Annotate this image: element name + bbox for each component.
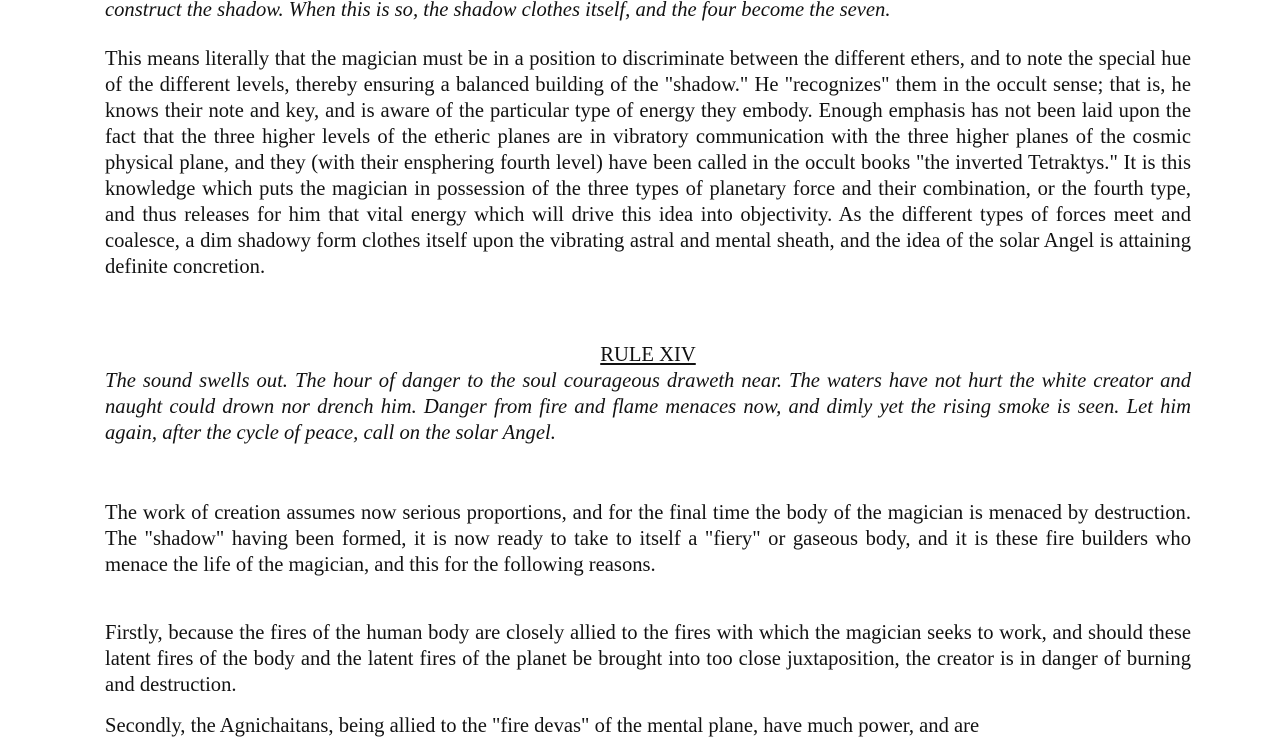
rule-text: The sound swells out. The hour of danger to the soul courageous draweth near. The waters have not hurt the white creator and naught could drown nor drench him. Danger from fire and flame menaces now, and dimly yet the rising smoke is seen. Let him again, after the cycle of peace, call on the solar Angel. [105, 370, 1191, 444]
paragraph-secondly-partial: Secondly, the Agnichaitans, being allied to the "fire devas" of the mental plane, have much power, and are [105, 715, 980, 737]
paragraph-work-of-creation: The work of creation assumes now serious proportions, and for the final time the body of the magician is menaced by destruction. The "shadow" having been formed, it is now ready to take to itself a "fiery" or gaseous body, and it is these fire builders who menace the life of the magician, and this for the following reasons. [105, 502, 1191, 576]
top-italic-fragment: construct the shadow. When this is so, the shadow clothes itself, and the four become the seven. [105, 0, 891, 21]
paragraph-firstly: Firstly, because the fires of the human body are closely allied to the fires with which the magician seeks to work, and should these latent fires of the body and the latent fires of the planet be brought into too close juxtaposition, the creator is in danger of burning and destruction. [105, 622, 1191, 696]
rule-heading: RULE XIV [600, 344, 696, 366]
paragraph-etheric-discrimination: This means literally that the magician must be in a position to discriminate between the different ethers, and to note the special hue of the different levels, thereby ensuring a balanced building of the "shadow." He "recognizes" them in the occult sense; that is, he knows their note and key, and is aware of the particular type of energy they embody. Enough emphasis has not been laid upon the fact that the three higher levels of the etheric planes are in vibratory communication with the three higher planes of the cosmic physical plane, and they (with their ensphering fourth level) have been called in the occult books "the inverted Tetraktys." It is this knowledge which puts the magician in possession of the three types of planetary force and their combination, or the fourth type, and thus releases for him that vital energy which will drive this idea into objectivity. As the different types of forces meet and coalesce, a dim shadowy form clothes itself upon the vibrating astral and mental sheath, and the idea of the solar Angel is attaining definite concretion. [105, 48, 1191, 278]
